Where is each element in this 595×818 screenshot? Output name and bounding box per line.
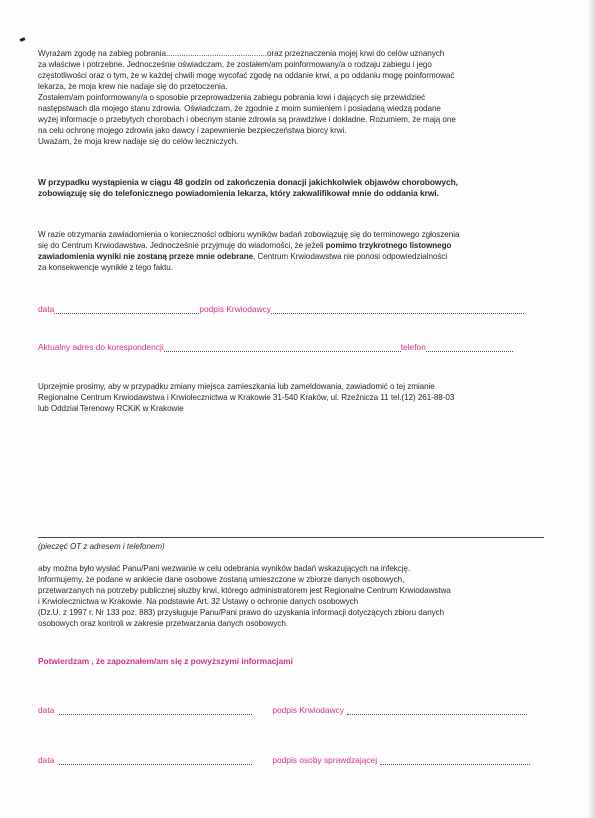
- consent-paragraph: [38, 48, 456, 147]
- results-line: [38, 240, 459, 251]
- info-line: przetwarzanych na potrzeby publicznej służby krwi, którego administratorem jest Regionalne Centrum Krwiodawstwa: [38, 586, 451, 595]
- consent-line: Wyrażam zgodę na zabieg pobrania..............................................oraz przeznaczenia mojej krwi do celów uznanych: [38, 49, 445, 58]
- confirmation-heading: [38, 656, 293, 667]
- results-line: za konsekwencje wynikłe z tego faktu.: [38, 263, 173, 272]
- warning-line: zobowiązuję się do telefonicznego powiadomienia lekarza, który zakwalifikował mnie do oddania krwi.: [38, 188, 439, 198]
- checker-signature-field[interactable]: [380, 756, 530, 765]
- consent-line: lekarza, że moja krew nie nadaje się do przetoczenia.: [38, 82, 228, 91]
- results-text: , Centrum Krwiodawstwa nie ponosi odpowiedzialności: [253, 252, 448, 261]
- signature-label: podpis Krwiodawcy: [199, 304, 271, 314]
- date-field[interactable]: [59, 756, 252, 765]
- signature-label: podpis Krwiodawcy: [272, 705, 344, 715]
- results-line: W razie otrzymania zawiadomienia o konieczności odbioru wyników badań zobowiązuję się do terminowego zgłoszenia: [38, 230, 460, 239]
- info-line: (Dz.U. z 1997 r. Nr 133 poz. 883) przysługuje Panu/Pani prawo do uzyskania informacji dotyczących zbioru danych: [38, 608, 445, 617]
- consent-line: Zostałem/am poinformowany/a o sposobie przeprowadzenia zabiegu pobrania krwi i dających się przewidzieć: [38, 93, 426, 102]
- info-line: Informujemy, że podane w ankiecie dane osobowe zostaną umieszczone w zbiorze danych osobowych,: [38, 575, 405, 584]
- results-text: się do Centrum Krwiodawstwa. Jednocześnie przyjmuję do wiadomości, że jeżeli: [38, 241, 326, 250]
- notice-line: Regionalne Centrum Krwiodawstwa i Krwiolecznictwa w Krakowie 31-540 Kraków, ul. Rzeźnicza 11 tel.(12) 261-88-03: [38, 393, 455, 402]
- results-bold-text: pomimo trzykrotnego listownego: [325, 241, 452, 250]
- date-field[interactable]: [54, 305, 199, 314]
- phone-field[interactable]: [426, 343, 513, 352]
- consent-line: częstotliwości oraz o tym, że w każdej chwili mogę wycofać zgodę na oddanie krwi, a po oddaniu mogę poinformować: [38, 71, 455, 80]
- info-line: osobowych oraz kontroli w zakresie przetwarzania danych osobowych.: [38, 619, 288, 628]
- results-paragraph: [38, 229, 459, 273]
- notice-line: Uprzejmie prosimy, aby w przypadku zmiany miejsca zamieszkania lub zameldowania, zawiadomić o tej zmianie: [38, 382, 435, 391]
- results-line: [38, 251, 459, 262]
- stamp-label: (pieczęć OT z adresem i telefonem): [38, 542, 165, 551]
- signature-field[interactable]: [347, 706, 527, 715]
- checker-signature-label: podpis osoby sprawdzającej: [272, 755, 378, 765]
- signature-field[interactable]: [271, 305, 524, 314]
- warning-line: W przypadku wystąpienia w ciągu 48 godzin od zakończenia donacji jakichkolwiek objawów chorobowych,: [38, 177, 458, 187]
- notice-line: lub Oddział Terenowy RCKiK w Krakowie: [38, 404, 184, 413]
- confirmation-text: Potwierdzam , że zapoznałem/am się z powyższymi informacjami: [38, 656, 293, 666]
- consent-line: na celu ochronę mojego zdrowia jako dawcy i zapewnienie bezpieczeństwa biorcy krwi.: [38, 126, 347, 135]
- consent-line: za właściwe i potrzebne. Jednocześnie oświadczam, że zostałem/am poinformowany/a o rodzaju zabiegu i jego: [38, 60, 432, 69]
- address-row: [38, 342, 513, 352]
- stamp-line: [38, 537, 544, 538]
- info-line: aby można było wysłać Panu/Pani wezwanie w celu odebrania wyników badań wskazujących na infekcję.: [38, 564, 411, 573]
- consent-line: wyżej informacje o przebytych chorobach i obecnym stanie zdrowia są prawdziwe i dokładne. Rozumiem, że mają one: [38, 115, 456, 124]
- notice-paragraph: [38, 381, 454, 414]
- address-label: Aktualny adres do korespondencji: [38, 342, 164, 352]
- warning-paragraph: [38, 177, 458, 199]
- date-label: data: [38, 755, 55, 765]
- phone-label: telefon: [400, 342, 426, 352]
- address-field[interactable]: [164, 343, 401, 352]
- signature-row-donor-2: [38, 705, 527, 715]
- signature-row-donor: [38, 304, 524, 314]
- consent-line: następstwach dla mojego stanu zdrowia. Oświadczam, że zgodnie z moim sumieniem i posiadaną wiedzą podane: [38, 104, 441, 113]
- info-paragraph: [38, 563, 451, 629]
- date-label: data: [38, 304, 55, 314]
- date-label: data: [38, 705, 55, 715]
- consent-line: Uważam, że moja krew nadaje się do celów leczniczych.: [38, 137, 239, 146]
- info-line: i Krwiolecznictwa w Krakowie. Na podstawie Art. 32 Ustawy o ochronie danych osobowych: [38, 597, 359, 606]
- results-bold-text: zawiadomienia wyniki nie zostaną przeze mnie odebrane: [38, 252, 254, 261]
- scan-edge: [589, 0, 595, 818]
- scan-speck: [20, 37, 26, 42]
- signature-row-checker: [38, 755, 530, 765]
- date-field[interactable]: [59, 706, 252, 715]
